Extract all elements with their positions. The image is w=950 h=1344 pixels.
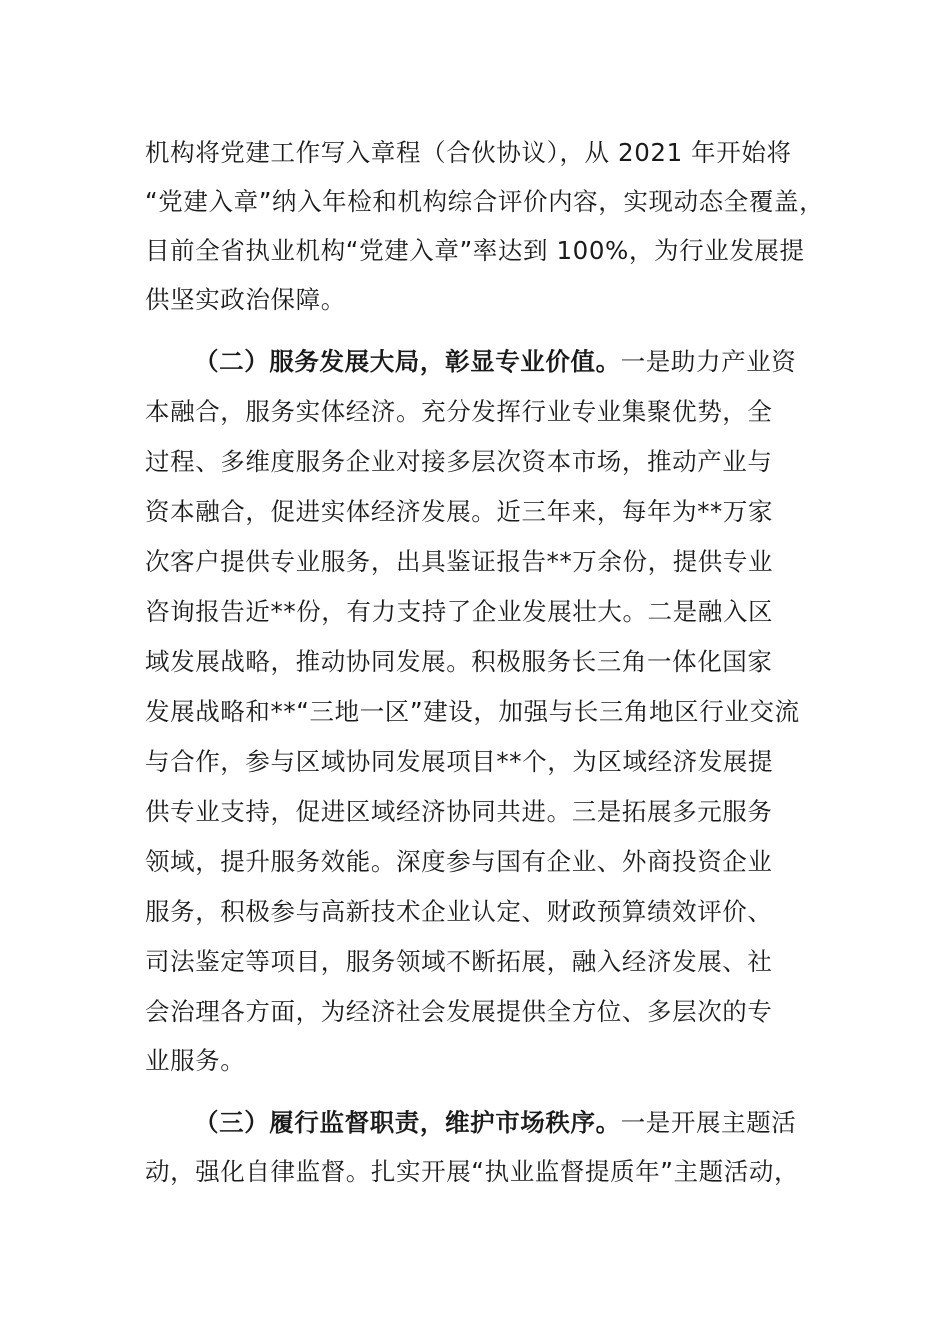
paragraph-2-line-6: 咨询报告近**份，有力支持了企业发展壮大。二是融入区	[145, 597, 774, 626]
paragraph-1-line-3: 目前全省执业机构“党建入章”率达到 100%，为行业发展提	[145, 236, 805, 265]
paragraph-2-line-3: 过程、多维度服务企业对接多层次资本市场，推动产业与	[145, 447, 773, 476]
paragraph-2-line-10: 供专业支持，促进区域经济协同共进。三是拓展多元服务	[145, 797, 773, 826]
paragraph-2-line-1	[194, 337, 894, 387]
paragraph-2-line-13: 司法鉴定等项目，服务领域不断拓展，融入经济发展、社	[145, 947, 773, 976]
paragraph-2-line-14: 会治理各方面，为经济社会发展提供全方位、多层次的专	[145, 997, 773, 1026]
paragraph-1-line-2: “党建入章”纳入年检和机构综合评价内容，实现动态全覆盖，	[145, 187, 825, 216]
paragraph-1-line-4: 供坚实政治保障。	[145, 285, 346, 314]
paragraph-2-line-4: 资本融合，促进实体经济发展。近三年来，每年为**万家	[145, 497, 774, 526]
paragraph-2-line-11: 领域，提升服务效能。深度参与国有企业、外商投资企业	[145, 847, 773, 876]
paragraph-2-line-7: 域发展战略，推动协同发展。积极服务长三角一体化国家	[145, 647, 773, 676]
paragraph-2-line-9: 与合作，参与区域协同发展项目**个，为区域经济发展提	[145, 747, 774, 776]
paragraph-2-line-1-text: 一是助力产业资	[620, 347, 797, 376]
paragraph-3-line-1	[194, 1098, 894, 1148]
section-2-heading: （二）服务发展大局，彰显专业价值。	[194, 347, 621, 376]
paragraph-2-line-2: 本融合，服务实体经济。充分发挥行业专业集聚优势，全	[145, 397, 773, 426]
paragraph-2-line-8: 发展战略和**“三地一区”建设，加强与长三角地区行业交流	[145, 697, 800, 726]
paragraph-3-line-1-text: 一是开展主题活	[620, 1108, 797, 1137]
paragraph-2-line-5: 次客户提供专业服务，出具鉴证报告**万余份，提供专业	[145, 547, 774, 576]
paragraph-1-line-1: 机构将党建工作写入章程（合伙协议），从 2021 年开始将	[145, 138, 792, 167]
paragraph-2-line-15: 业服务。	[145, 1046, 246, 1075]
section-3-heading: （三）履行监督职责，维护市场秩序。	[194, 1108, 621, 1137]
paragraph-2-line-12: 服务，积极参与高新技术企业认定、财政预算绩效评价、	[145, 897, 773, 926]
paragraph-3-line-2: 动，强化自律监督。扎实开展“执业监督提质年”主题活动，	[145, 1157, 800, 1186]
